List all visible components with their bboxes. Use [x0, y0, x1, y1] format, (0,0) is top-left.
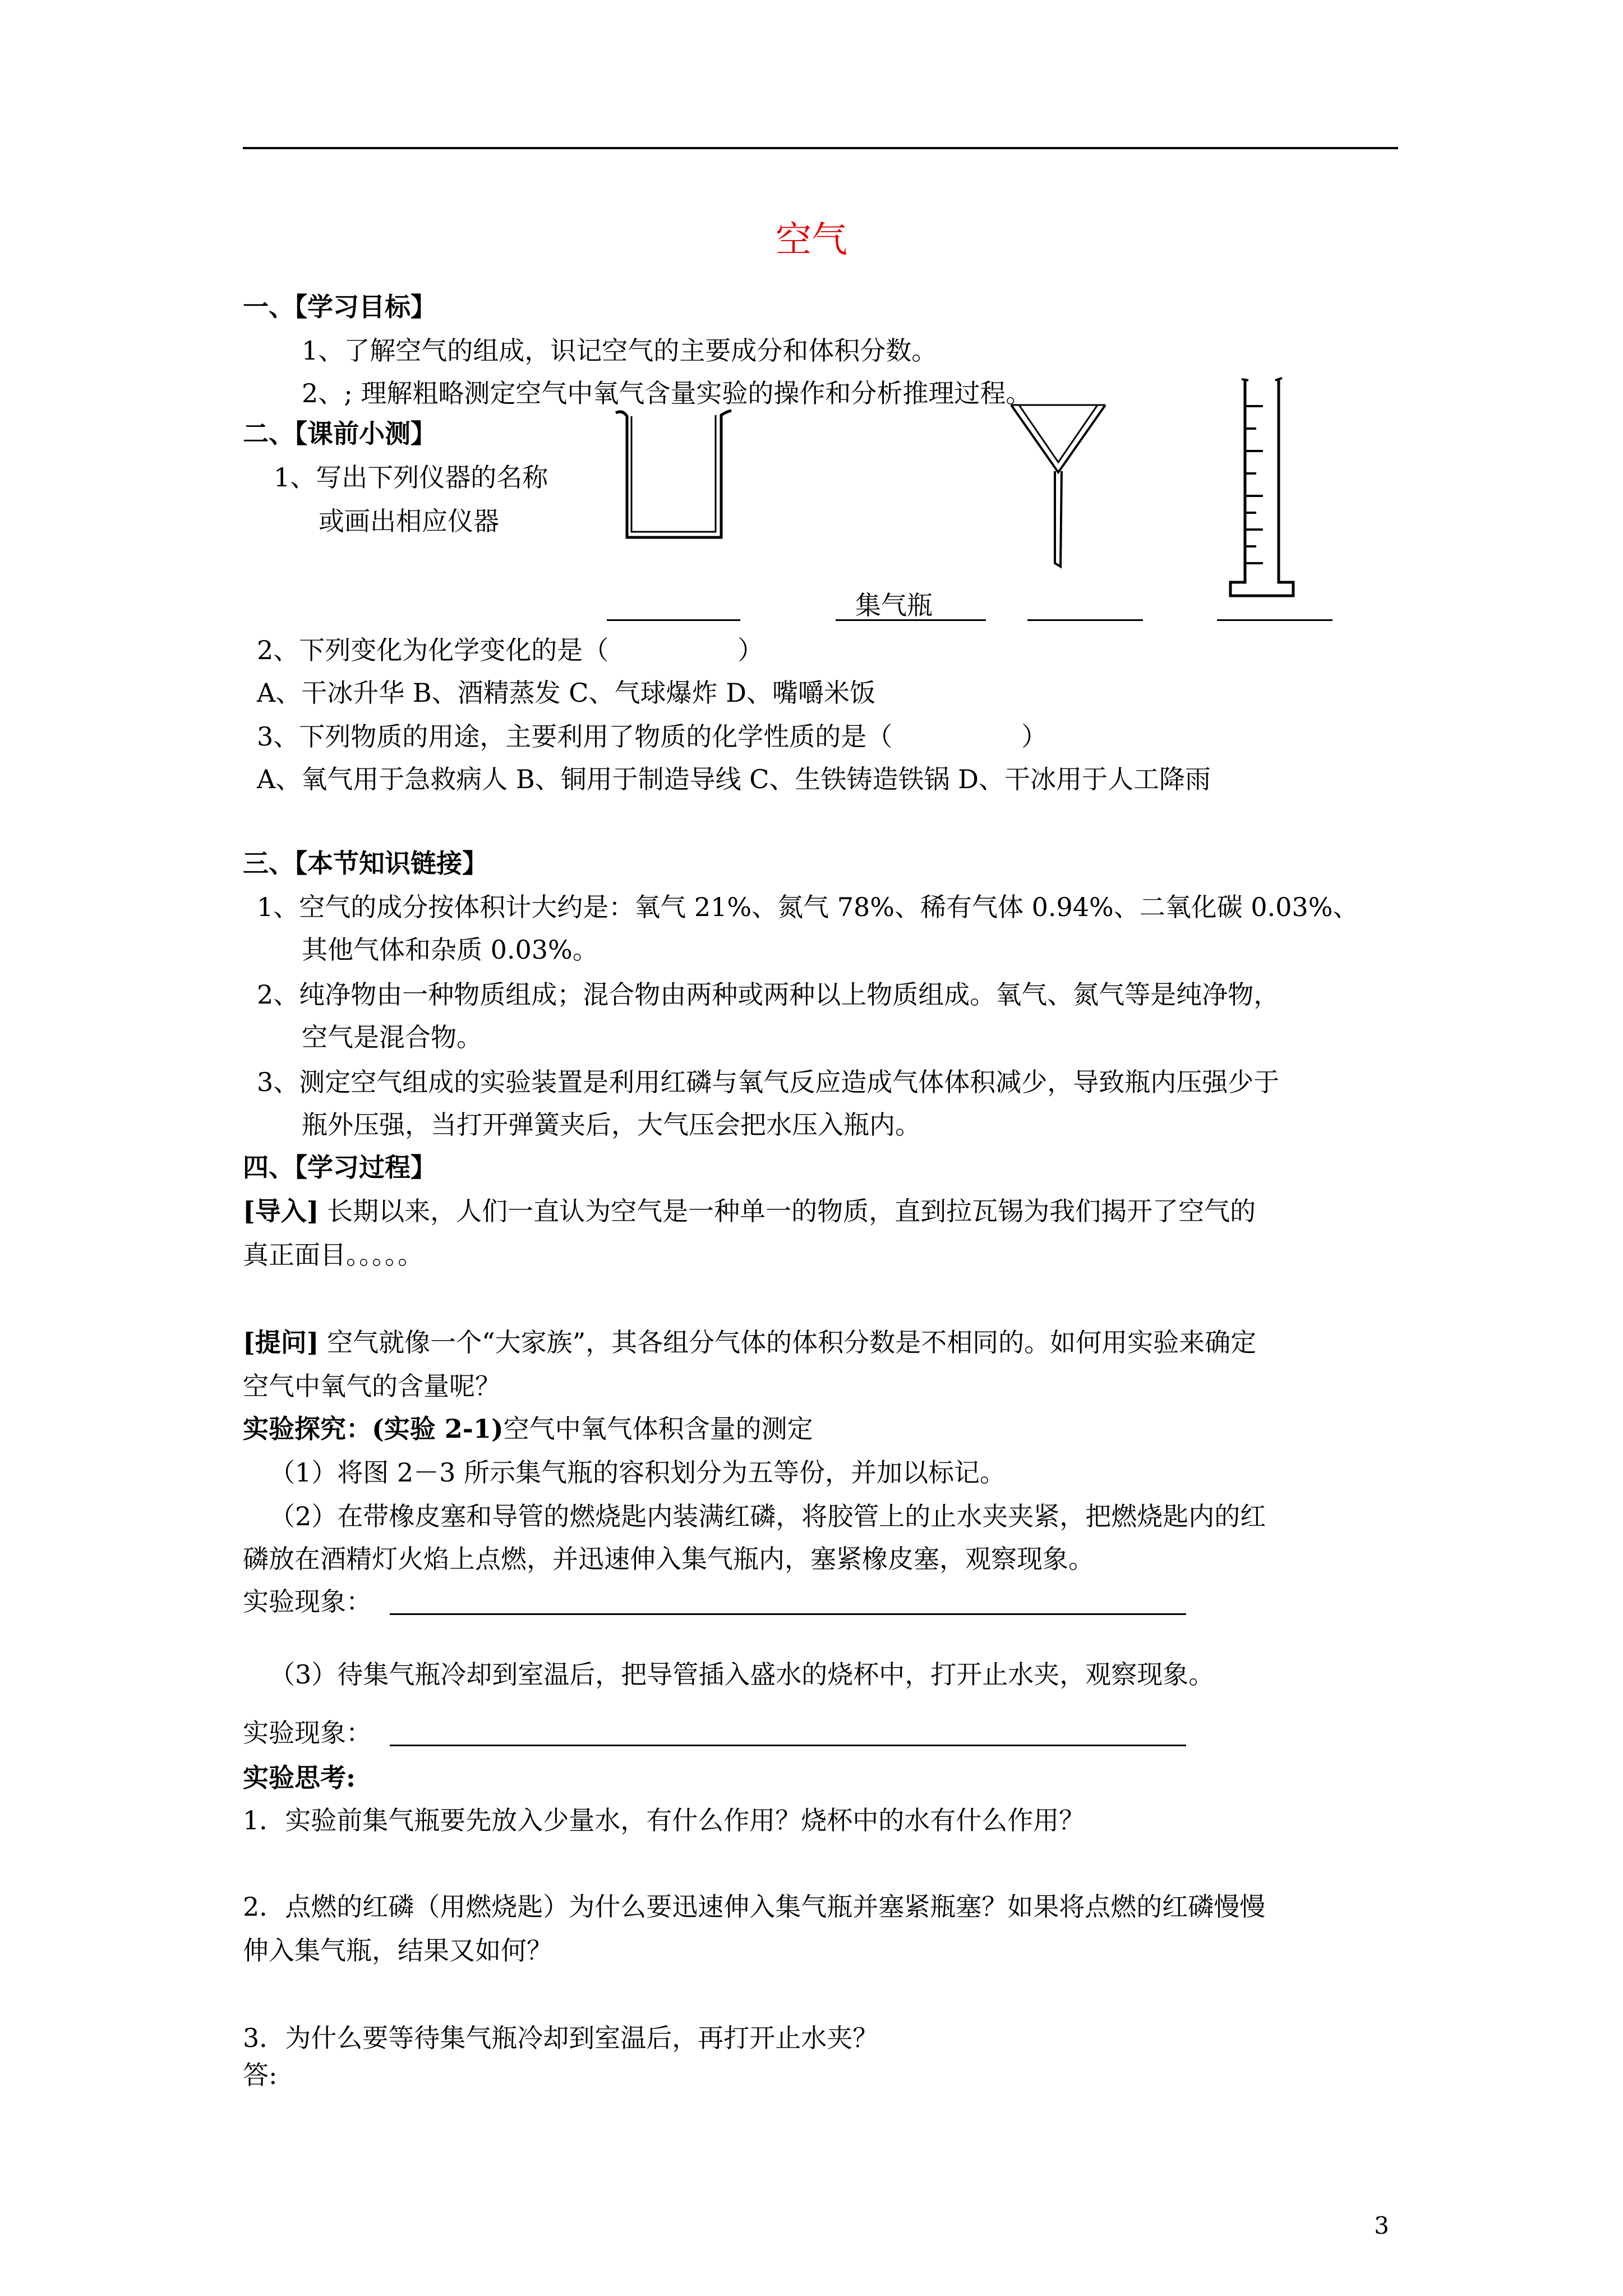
thinking-q2-line1: 2．点燃的红磷（用燃烧匙）为什么要迅速伸入集气瓶并塞紧瓶塞？如果将点燃的红磷慢慢 [243, 1892, 1266, 1922]
thinking-q2-line2: 伸入集气瓶，结果又如何？ [243, 1935, 552, 1966]
step-3: （3）待集气瓶冷却到室温后，把导管插入盛水的烧杯中，打开止水夹，观察现象。 [269, 1659, 1215, 1690]
question-line1 [243, 1327, 1257, 1358]
question-line2: 空气中氧气的含量呢？ [243, 1371, 501, 1401]
beaker-drawing [611, 407, 740, 547]
thinking-q3: 3．为什么要等待集气瓶冷却到室温后，再打开止水夹？ [243, 2023, 879, 2053]
q1-line1: 1、写出下列仪器的名称 [274, 462, 548, 493]
thinking-q1: 1．实验前集气瓶要先放入少量水，有什么作用？烧杯中的水有什么作用？ [243, 1805, 1085, 1835]
page-title: 空气 [776, 219, 847, 261]
instrument-blank-1[interactable] [607, 619, 740, 621]
intro-line2: 真正面目。。。。。 [243, 1240, 423, 1270]
graduated-cylinder-drawing [1223, 372, 1301, 608]
section2-heading: 二、【课前小测】 [243, 418, 436, 449]
q3-text: 3、下列物质的用途，主要利用了物质的化学性质的是（ ） [257, 721, 1048, 752]
instrument-blank-3[interactable] [1027, 619, 1143, 621]
step-2-line1: （2）在带橡皮塞和导管的燃烧匙内装满红磷，将胶管上的止水夹夹紧，把燃烧匙内的红 [269, 1501, 1266, 1531]
objective-1: 1、了解空气的组成，识记空气的主要成分和体积分数。 [302, 335, 938, 366]
funnel-drawing [1007, 401, 1113, 569]
step-1: （1）将图 2－3 所示集气瓶的容积划分为五等份，并加以标记。 [269, 1457, 1006, 1488]
q2-text: 2、下列变化为化学变化的是（ ） [257, 635, 764, 665]
intro-text: 长期以来，人们一直认为空气是一种单一的物质，直到拉瓦锡为我们揭开了空气的 [319, 1196, 1256, 1226]
knowledge-2-line2: 空气是混合物。 [302, 1022, 482, 1052]
explore-text: 空气中氧气体积含量的测定 [503, 1414, 813, 1444]
intro-line1 [243, 1198, 1256, 1224]
knowledge-3-line1: 3、测定空气组成的实验装置是利用红磷与氧气反应造成气体体积减少，导致瓶内压强少于 [257, 1067, 1280, 1097]
phenomenon-answer-line-1[interactable] [390, 1613, 1186, 1615]
knowledge-1-line2: 其他气体和杂质 0.03%。 [302, 935, 598, 965]
thinking-heading: 实验思考: [243, 1763, 356, 1793]
section3-heading: 三、【本节知识链接】 [243, 848, 488, 878]
answer-label: 答: [243, 2060, 278, 2090]
q2-options: A、干冰升华 B、酒精蒸发 C、气球爆炸 D、嘴嚼米饭 [257, 678, 875, 708]
phenomenon-answer-line-2[interactable] [390, 1745, 1186, 1746]
explore-tag: 实验探究：(实验 2-1) [243, 1414, 504, 1444]
phenomenon-label-1: 实验现象： [243, 1586, 372, 1617]
q3-options: A、氧气用于急救病人 B、铜用于制造导线 C、生铁铸造铁锅 D、干冰用于人工降雨 [257, 764, 1211, 794]
knowledge-3-line2: 瓶外压强，当打开弹簧夹后，大气压会把水压入瓶内。 [302, 1110, 921, 1140]
knowledge-1-line1: 1、空气的成分按体积计大约是：氧气 21%、氮气 78%、稀有气体 0.94%、二氧化碳 0.03%、 [257, 892, 1359, 922]
intro-tag: [导入] [243, 1196, 319, 1226]
question-tag: [提问] [243, 1327, 319, 1358]
phenomenon-label-2: 实验现象： [243, 1718, 372, 1748]
q1-line2: 或画出相应仪器 [319, 506, 499, 536]
page-number: 3 [1374, 2212, 1389, 2239]
instrument-blank-4[interactable] [1217, 619, 1332, 621]
question-text: 空气就像一个“大家族”，其各组分气体的体积分数是不相同的。如何用实验来确定 [319, 1327, 1257, 1358]
section4-heading: 四、【学习过程】 [243, 1152, 436, 1182]
section1-heading: 一、【学习目标】 [243, 292, 436, 322]
step-2-line2: 磷放在酒精灯火焰上点燃，并迅速伸入集气瓶内，塞紧橡皮塞，观察现象。 [243, 1544, 1094, 1574]
header-rule [243, 147, 1398, 149]
objective-2: 2、; 理解粗略测定空气中氧气含量实验的操作和分析推理过程。 [302, 378, 1032, 408]
explore-line [243, 1416, 813, 1442]
knowledge-2-line1: 2、纯净物由一种物质组成；混合物由两种或两种以上物质组成。氧气、氮气等是纯净物， [257, 979, 1280, 1010]
instrument-label: 集气瓶 [855, 590, 933, 620]
